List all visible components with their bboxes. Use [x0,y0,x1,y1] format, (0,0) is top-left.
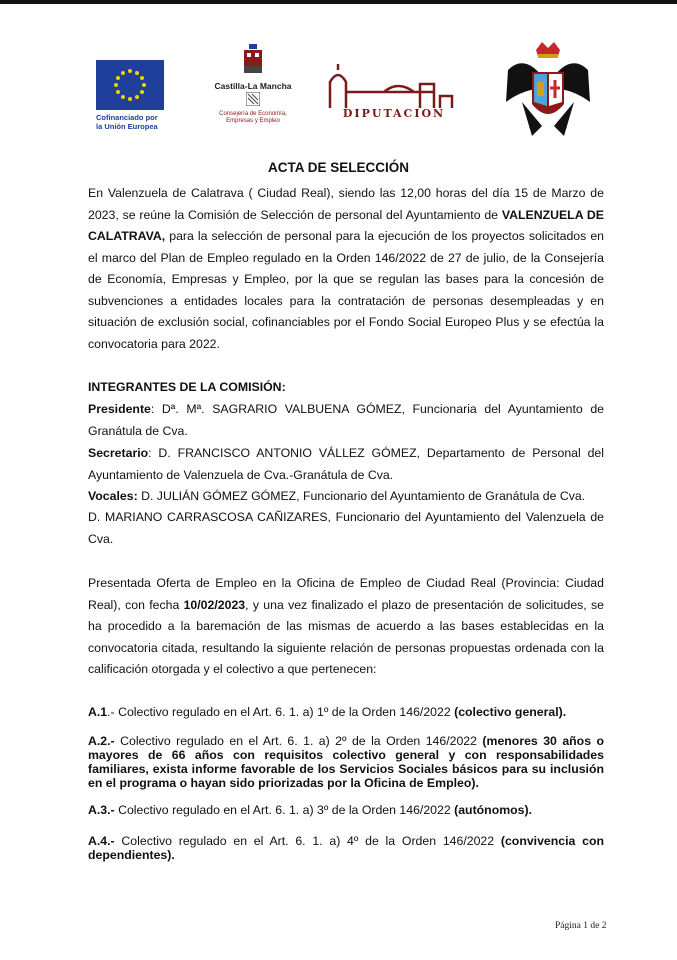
a4-text: Colectivo regulado en el Art. 6. 1. a) 4º de la Orden 146/2022 [114,834,501,848]
a2-bold: (menores 30 años o mayores de 66 años con requisitos colectivo general y con responsabilidades familiares, exista informe favorable de los Servicios Sociales básicos para su inclusión en el programa o hayan sido priorizadas por la Oficina de Empleo). [88,734,604,790]
page-number: Página 1 de 2 [555,921,607,931]
secretario-line [88,443,604,486]
a3-bold: (autónomos). [454,803,532,817]
presidente-text: : Dª. Mª. SAGRARIO VALBUENA GÓMEZ, Funcionaria del Ayuntamiento de Granátula de Cva. [88,402,604,438]
oferta-date: 10/02/2023 [183,597,246,612]
intro-paragraph [88,183,604,355]
intro-text-a: En Valenzuela de Calatrava ( Ciudad Real), siendo las 12,00 horas del día 15 de Marzo de 2023, se reúne la Comisión de Selección de personal del Ayuntamiento de [88,186,604,222]
vocales-text: D. JULIÁN GÓMEZ GÓMEZ, Funcionario del Ayuntamiento de Granátula de Cva. [137,489,586,503]
eu-logo [96,60,166,136]
a4-label: A.4.- [88,834,115,848]
diputacion-logo [324,62,464,126]
a2-text: Colectivo regulado en el Art. 6. 1. a) 2º de la Orden 146/2022 [114,734,483,748]
vocal2-text: D. MARIANO CARRASCOSA CAÑIZARES, Funcionario del Ayuntamiento del Valenzuela de Cva. [88,510,604,546]
collective-a4 [88,834,604,862]
a2-label: A.2.- [88,734,115,748]
vocales-line [88,486,604,508]
coat-of-arms-icon [502,40,594,146]
oferta-text-b: , y una vez finalizado el plazo de presentación de solicitudes, se ha procedido a la baremación de las mismas de acuerdo a las bases establecidas en la convocatoria citada, resultando la siguiente relación de personas propuestas ordenada con la calificación otorgada y el colectivo a que pertenecen: [88,597,604,676]
vocales-label: Vocales: [88,489,138,503]
collective-a3 [88,800,604,822]
a1-text: .- Colectivo regulado en el Art. 6. 1. a) 1º de la Orden 146/2022 [107,705,455,719]
coat-of-arms [502,40,594,146]
a1-bold: (colectivo general). [454,705,567,719]
presidente-label: Presidente [88,402,151,416]
collective-a1 [88,702,604,724]
intro-text-b: para la selección de personal para la ejecución de los proyectos solicitados en el marco del Plan de Empleo regulado en la Orden 146/2022 de 27 de julio, de la Consejería de Economía, Empresas y Empleo, por la que se regulan las bases para la concesión de subvenciones a entidades locales para la contratación de personas desempleadas y en situación de exclusión social, cofinanciables por el Fondo Social Europeo Plus y se efectúa la convocatoria para 2022. [88,229,604,351]
a4-bold: (convivencia con dependientes). [88,834,604,862]
clm-sub-line1: Consejería de Economía, [219,111,287,117]
clm-title: Castilla-La Mancha [214,81,292,91]
intro-municipality: VALENZUELA DE CALATRAVA, [88,207,604,243]
top-edge [0,0,677,4]
clm-castle-icon [241,44,265,74]
eu-caption-line1: Cofinanciado por [96,113,158,122]
diputacion-text: DIPUTACION [342,107,446,120]
eu-flag-icon [96,60,164,110]
secretario-label: Secretario [88,446,149,460]
oferta-text-a: Presentada Oferta de Empleo en la Oficina de Empleo de Ciudad Real (Provincia: Ciudad Real), con fecha [88,576,604,612]
eu-caption [96,113,166,131]
clm-logo [208,44,298,130]
oferta-paragraph [88,573,604,681]
clm-emblem-icon [246,92,260,106]
a3-label: A.3.- [88,803,115,817]
document-title: ACTA DE SELECCIÓN [267,160,409,175]
vocal2-line [88,507,604,550]
a3-text: Colectivo regulado en el Art. 6. 1. a) 3º de la Orden 146/2022 [114,803,455,817]
a1-label: A.1 [88,705,108,719]
clm-sub-line2: Empresas y Empleo [226,118,280,124]
secretario-text: : D. FRANCISCO ANTONIO VÁLLEZ GÓMEZ, Departamento de Personal del Ayuntamiento de Valenzuela de Cva.-Granátula de Cva. [88,446,604,482]
presidente-line [88,399,604,442]
collective-a2 [88,734,604,790]
diputacion-building-icon [324,62,464,110]
eu-caption-line2: la Unión Europea [96,122,158,131]
integrantes-heading: INTEGRANTES DE LA COMISIÓN: [88,380,286,394]
